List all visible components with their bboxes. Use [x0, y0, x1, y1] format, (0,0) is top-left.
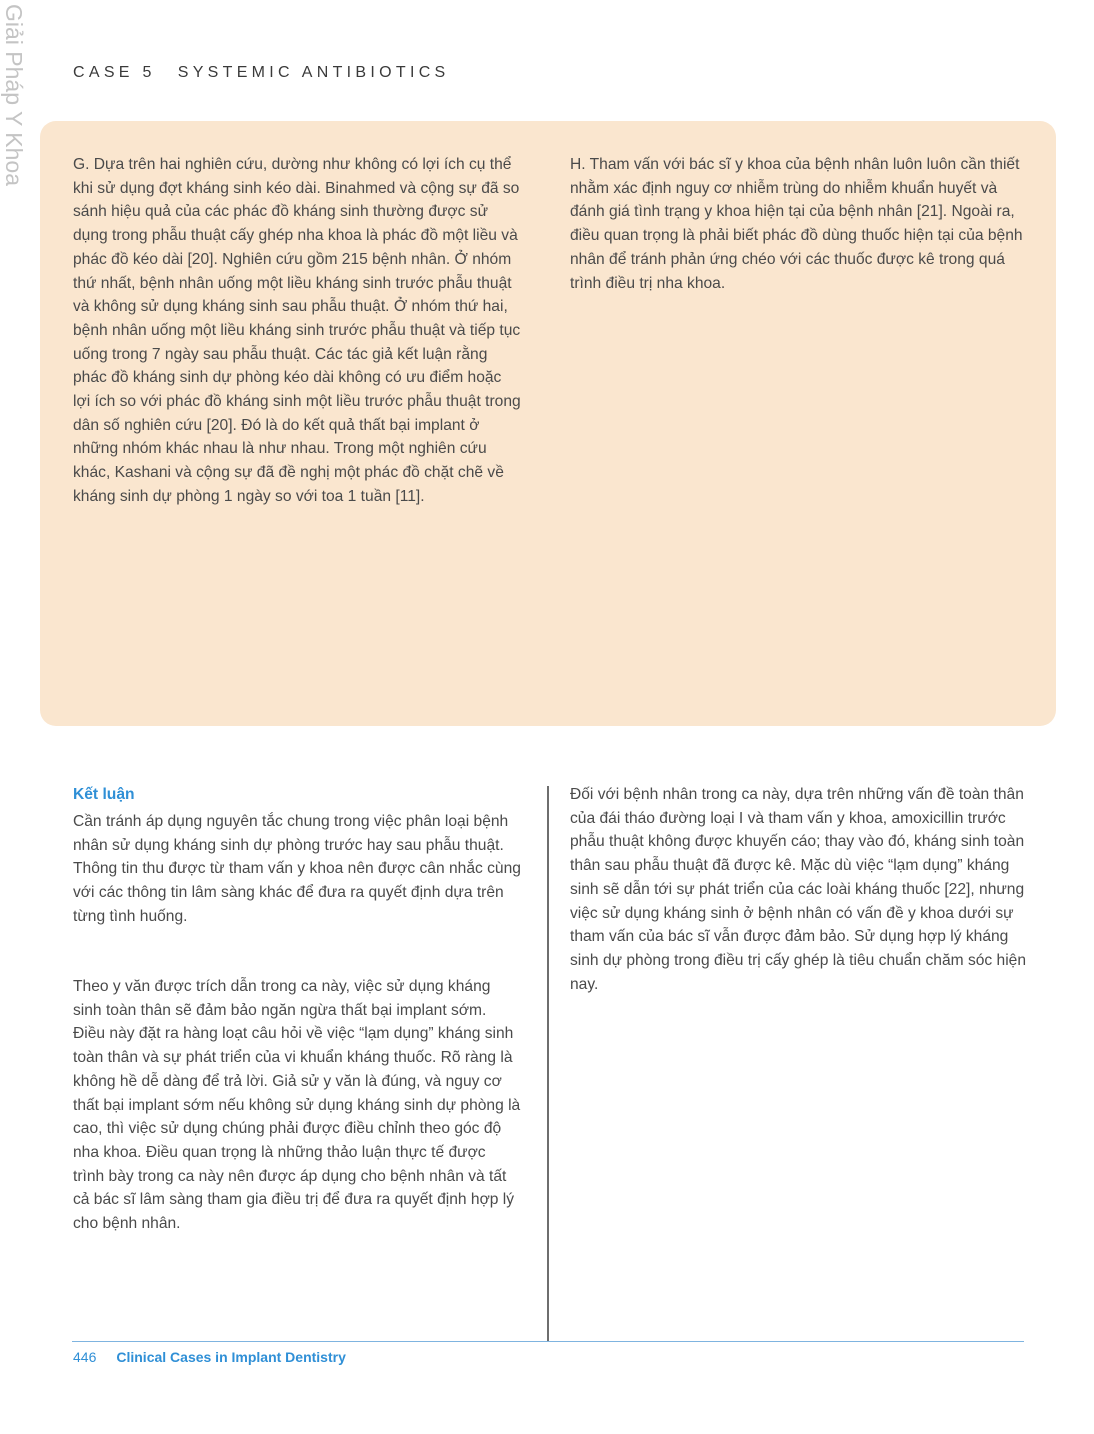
page-number: 446	[73, 1349, 97, 1365]
box-right-paragraph: H. Tham vấn với bác sĩ y khoa của bệnh nhân luôn luôn cần thiết nhằm xác định nguy cơ nhiễm trùng do nhiễm khuẩn huyết và đánh giá tình trạng y khoa hiện tại của bệnh nhân [21]. Ngoài ra, điều quan trọng là phải biết phác đồ dùng thuốc hiện tại của bệnh nhân để tránh phản ứng chéo với các thuốc được kê trong quá trình điều trị nha khoa.	[570, 156, 1023, 292]
conclusion-paragraph-1: Cần tránh áp dụng nguyên tắc chung trong việc phân loại bệnh nhân sử dụng kháng sinh dự phòng trước hay sau phẫu thuật. Thông tin thu được từ tham vấn y khoa nên được cân nhắc cùng với các thông tin lâm sàng khác để đưa ra quyết định dựa trên từng tình huống.	[73, 813, 521, 925]
conclusion-heading: Kết luận	[73, 786, 135, 803]
column-divider	[547, 786, 549, 1342]
conclusion-paragraph-2: Theo y văn được trích dẫn trong ca này, việc sử dụng kháng sinh toàn thân sẽ đảm bảo ngăn ngừa thất bại implant sớm. Điều này đặt ra hàng loạt câu hỏi về việc “lạm dụng” kháng sinh toàn thân và sự phát triển của vi khuẩn kháng thuốc. Rõ ràng là không hề dễ dàng để trả lời. Giả sử y văn là đúng, và nguy cơ thất bại implant sớm nếu không sử dụng kháng sinh dự phòng là cao, thì việc sử dụng chúng phải được điều chỉnh theo góc độ nha khoa. Điều quan trọng là những thảo luận thực tế được trình bày trong ca này nên được áp dụng cho bệnh nhân và tất cả bác sĩ lâm sàng tham gia điều trị để đưa ra quyết định hợp lý cho bệnh nhân.	[73, 978, 521, 1233]
watermark-text: Giải Pháp Y Khoa	[1, 4, 27, 187]
case-title: SYSTEMIC ANTIBIOTICS	[177, 64, 450, 81]
book-title: Clinical Cases in Implant Dentistry	[116, 1349, 346, 1365]
case-label: CASE 5	[73, 64, 156, 81]
box-left-paragraph: G. Dựa trên hai nghiên cứu, dường như không có lợi ích cụ thể khi sử dụng đợt kháng sinh kéo dài. Binahmed và cộng sự đã so sánh hiệu quả của các phác đồ kháng sinh thường được sử dụng trong phẫu thuật cấy ghép nha khoa là phác đồ một liều và phác đồ kéo dài [20]. Nghiên cứu gồm 215 bệnh nhân. Ở nhóm thứ nhất, bệnh nhân uống một liều kháng sinh trước phẫu thuật và không sử dụng kháng sinh sau phẫu thuật. Ở nhóm thứ hai, bệnh nhân uống một liều kháng sinh trước phẫu thuật và tiếp tục uống trong 7 ngày sau phẫu thuật. Các tác giả kết luận rằng phác đồ kháng sinh dự phòng kéo dài không có ưu điểm hoặc lợi ích so với phác đồ kháng sinh một liều trước phẫu thuật trong dân số nghiên cứu [20]. Đó là do kết quả thất bại implant ở những nhóm khác nhau là như nhau. Trong một nghiên cứu khác, Kashani và cộng sự đã đề nghị một phác đồ chặt chẽ về kháng sinh dự phòng 1 ngày so với toa 1 tuần [11].	[73, 156, 521, 505]
running-header	[73, 64, 450, 82]
footer-rule	[72, 1341, 1024, 1342]
conclusion-paragraph-3: Đối với bệnh nhân trong ca này, dựa trên những vấn đề toàn thân của đái tháo đường loại I và tham vấn y khoa, amoxicillin trước phẫu thuật không được khuyến cáo; thay vào đó, kháng sinh toàn thân sau phẫu thuật đã được kê. Mặc dù việc “lạm dụng” kháng sinh sẽ dẫn tới sự phát triển của các loài kháng thuốc [22], nhưng việc sử dụng kháng sinh ở bệnh nhân có vấn đề y khoa dưới sự tham vấn của bác sĩ vẫn được đảm bảo. Sử dụng hợp lý kháng sinh dự phòng trong điều trị cấy ghép là tiêu chuẩn chăm sóc hiện nay.	[570, 786, 1027, 993]
page-footer	[73, 1348, 346, 1366]
